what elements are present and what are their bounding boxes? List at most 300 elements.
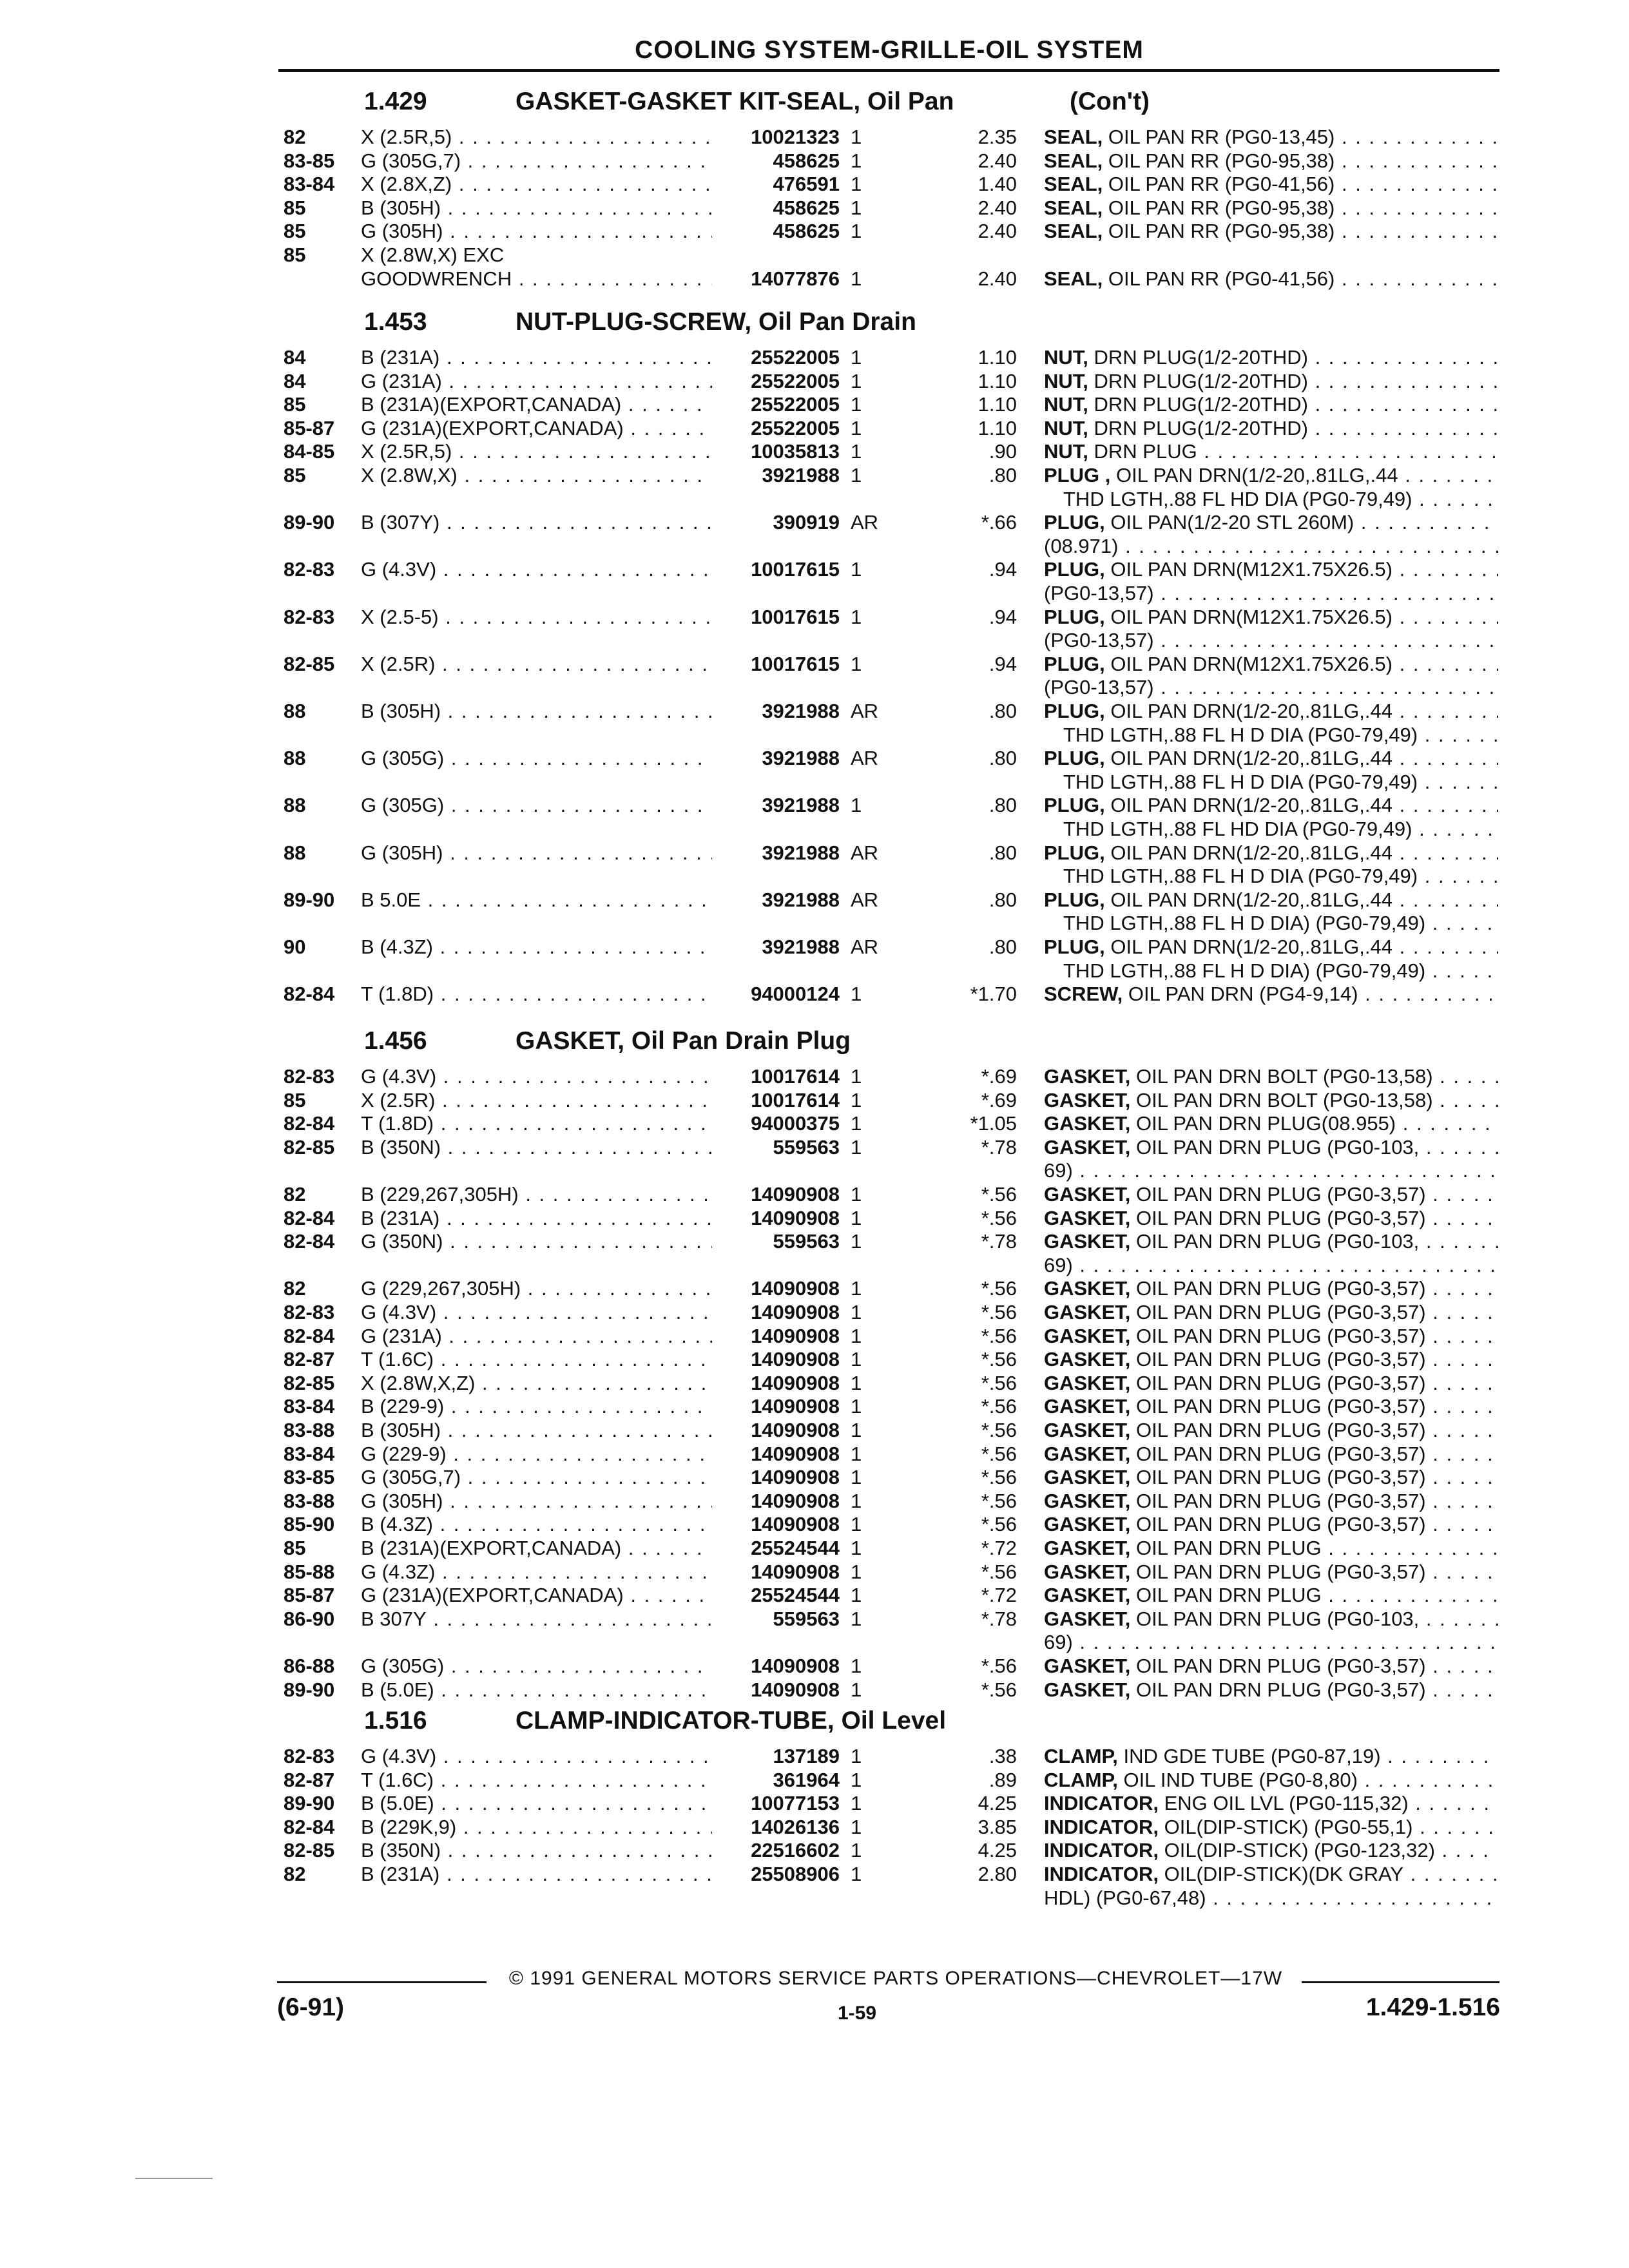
price: 4.25: [978, 1792, 1017, 1814]
part-description: [1044, 1135, 1498, 1160]
part-type: GASKET,: [1044, 1513, 1131, 1535]
price: *.72: [981, 1584, 1017, 1606]
model-years: 85: [284, 1537, 306, 1559]
price: 3.85: [978, 1816, 1017, 1838]
continuation-row: [0, 723, 1629, 747]
part-type: GASKET,: [1044, 1065, 1131, 1088]
model-years: 89-90: [284, 889, 335, 911]
part-row: [0, 219, 1629, 244]
part-number: 3921988: [757, 888, 840, 912]
part-row: [0, 1229, 1629, 1254]
model-years: 82: [284, 1863, 306, 1885]
part-detail: ENG OIL LVL (PG0-115,32): [1164, 1792, 1409, 1814]
part-number: 10077153: [746, 1791, 840, 1816]
model-years: 82-84: [284, 1207, 335, 1229]
application: B (305H) . . .: [361, 1418, 712, 1443]
section-name: GASKET-GASKET KIT-SEAL, Oil Pan: [516, 88, 954, 115]
part-detail: OIL PAN RR (PG0-41,56): [1108, 267, 1335, 290]
application: B 307Y . . .: [361, 1607, 712, 1631]
part-number: 25522005: [746, 345, 840, 370]
part-description: [1044, 1838, 1498, 1863]
quantity: 1: [851, 173, 862, 195]
part-number: 94000375: [746, 1111, 840, 1136]
model-years: 85-88: [284, 1561, 335, 1583]
price: *.78: [981, 1608, 1017, 1630]
application: G (4.3V) . . .: [361, 1300, 712, 1325]
quantity: 1: [851, 983, 862, 1005]
description-continuation: THD LGTH,.88 FL H D DIA) (PG0-79,49) . . .: [1063, 911, 1498, 936]
part-row: [0, 1206, 1629, 1231]
quantity: 1: [851, 440, 862, 463]
application: G (305G) . . .: [361, 1654, 712, 1678]
price: 4.25: [978, 1839, 1017, 1861]
application: B (350N) . . .: [361, 1135, 712, 1160]
application: B (231A)(EXPORT,CANADA) . . .: [361, 1536, 712, 1561]
model-years: 88: [284, 841, 306, 864]
part-detail: OIL(DIP-STICK)(DK GRAY: [1164, 1863, 1404, 1885]
part-description: [1044, 935, 1498, 959]
part-number: 14090908: [746, 1324, 840, 1349]
quantity: 1: [851, 1277, 862, 1300]
quantity: 1: [851, 1183, 862, 1206]
model-years: 83-85: [284, 149, 335, 172]
quantity: 1: [851, 1395, 862, 1418]
quantity: AR: [851, 700, 879, 722]
part-type: PLUG,: [1044, 889, 1105, 911]
part-description: [1044, 1862, 1498, 1887]
model-years: 82-84: [284, 1112, 335, 1135]
quantity: AR: [851, 841, 879, 864]
part-row: [0, 1347, 1629, 1372]
part-row: [0, 1489, 1629, 1514]
model-years: 82: [284, 126, 306, 148]
part-number: 25524544: [746, 1536, 840, 1561]
part-row: [0, 463, 1629, 488]
part-detail: OIL PAN DRN PLUG (PG0-103,: [1135, 1136, 1420, 1158]
part-number: 10017615: [746, 605, 840, 629]
part-description: [1044, 605, 1498, 629]
model-years: 82-83: [284, 1745, 335, 1767]
part-row: [0, 392, 1629, 417]
part-type: PLUG ,: [1044, 464, 1111, 486]
part-type: GASKET,: [1044, 1325, 1131, 1347]
price: *.78: [981, 1230, 1017, 1253]
part-row: [0, 1324, 1629, 1349]
model-years: 83-84: [284, 1395, 335, 1418]
application: X (2.5-5) . . .: [361, 605, 712, 629]
quantity: 1: [851, 149, 862, 172]
part-description: [1044, 439, 1498, 464]
part-description: [1044, 1791, 1498, 1816]
description-continuation: 69) . . .: [1044, 1253, 1498, 1278]
part-number: 10021323: [746, 125, 840, 149]
part-detail: OIL(DIP-STICK) (PG0-55,1): [1164, 1816, 1413, 1838]
part-detail: OIL PAN DRN PLUG (PG0-103,: [1135, 1608, 1420, 1630]
price: 2.40: [978, 149, 1017, 172]
part-detail: DRN PLUG(1/2-20THD): [1094, 370, 1308, 392]
part-row: [0, 652, 1629, 677]
page-title: COOLING SYSTEM-GRILLE-OIL SYSTEM: [635, 36, 1144, 64]
model-years: 85: [284, 244, 306, 266]
application: X (2.8X,Z) . . .: [361, 172, 712, 197]
application: B 5.0E . . .: [361, 888, 712, 912]
application: T (1.8D) . . .: [361, 982, 712, 1006]
model-years: 85-87: [284, 1584, 335, 1606]
section-heading: [0, 308, 1629, 336]
quantity: 1: [851, 1301, 862, 1323]
part-description: [1044, 1536, 1498, 1561]
part-description: [1044, 1394, 1498, 1419]
part-type: GASKET,: [1044, 1183, 1131, 1206]
application: G (305G) . . .: [361, 793, 712, 818]
part-row: [0, 345, 1629, 370]
section-number: 1.429: [364, 88, 427, 115]
part-description: [1044, 557, 1498, 582]
price: *1.05: [970, 1112, 1017, 1135]
part-number: 14090908: [746, 1442, 840, 1466]
application: G (231A)(EXPORT,CANADA) . . .: [361, 1583, 712, 1608]
part-type: SCREW,: [1044, 983, 1123, 1005]
application: G (305H) . . .: [361, 841, 712, 865]
part-row: [0, 1394, 1629, 1419]
quantity: 1: [851, 1089, 862, 1111]
part-number: 14090908: [746, 1654, 840, 1678]
quantity: 1: [851, 393, 862, 416]
price: .38: [988, 1745, 1017, 1767]
part-number: 3921988: [757, 699, 840, 724]
part-number: 14090908: [746, 1560, 840, 1584]
model-years: 82-87: [284, 1769, 335, 1791]
continuation-row: [0, 1886, 1629, 1910]
part-row: [0, 1607, 1629, 1631]
part-detail: OIL PAN DRN PLUG (PG0-3,57): [1135, 1490, 1426, 1512]
part-number: 94000124: [746, 982, 840, 1006]
model-years: 86-88: [284, 1655, 335, 1677]
model-years: 83-88: [284, 1419, 335, 1441]
quantity: 1: [851, 1608, 862, 1630]
part-type: SEAL,: [1044, 173, 1103, 195]
part-detail: OIL PAN DRN PLUG: [1135, 1537, 1322, 1559]
quantity: 1: [851, 1065, 862, 1088]
price: *.56: [981, 1678, 1017, 1701]
model-years: 85: [284, 464, 306, 486]
part-detail: OIL PAN DRN(1/2-20,.81LG,.44: [1110, 889, 1393, 911]
part-detail: DRN PLUG(1/2-20THD): [1094, 417, 1308, 439]
part-description: [1044, 1678, 1498, 1702]
model-years: 84: [284, 346, 306, 369]
part-description: [1044, 699, 1498, 724]
part-detail: OIL PAN DRN PLUG (PG0-3,57): [1135, 1183, 1426, 1206]
price: .90: [988, 440, 1017, 463]
part-description: [1044, 1347, 1498, 1372]
part-row: [0, 1276, 1629, 1301]
part-description: [1044, 1418, 1498, 1443]
quantity: 1: [851, 1372, 862, 1394]
application: B (350N) . . .: [361, 1838, 712, 1863]
description-continuation: THD LGTH,.88 FL H D DIA (PG0-79,49) . . .: [1063, 864, 1498, 889]
part-number: 14090908: [746, 1276, 840, 1301]
copyright-line: © 1991 GENERAL MOTORS SERVICE PARTS OPERATIONS—CHEVROLET—17W: [508, 1968, 1283, 1989]
part-number: 3921988: [757, 935, 840, 959]
part-row: [0, 510, 1629, 535]
part-detail: OIL PAN DRN PLUG: [1135, 1584, 1322, 1606]
application: G (231A) . . .: [361, 369, 712, 394]
part-description: [1044, 1064, 1498, 1089]
part-type: GASKET,: [1044, 1584, 1131, 1606]
quantity: 1: [851, 1136, 862, 1158]
part-number: 10017615: [746, 652, 840, 677]
continuation-row: [0, 487, 1629, 512]
date-code: (6-91): [277, 1994, 345, 2021]
part-type: GASKET,: [1044, 1490, 1131, 1512]
part-detail: DRN PLUG(1/2-20THD): [1094, 346, 1308, 369]
model-years: 85: [284, 1089, 306, 1111]
price: *.56: [981, 1561, 1017, 1583]
part-description: [1044, 345, 1498, 370]
part-type: NUT,: [1044, 393, 1088, 416]
price: 2.35: [978, 126, 1017, 148]
model-years: 88: [284, 747, 306, 769]
application: G (305H) . . .: [361, 219, 712, 244]
part-number: 3921988: [757, 746, 840, 771]
application: B (231A) . . .: [361, 345, 712, 370]
part-number: 14090908: [746, 1512, 840, 1537]
part-description: [1044, 982, 1498, 1006]
part-description: [1044, 1654, 1498, 1678]
application: X (2.5R) . . .: [361, 1088, 712, 1113]
section-number: 1.456: [364, 1027, 427, 1055]
price: *.56: [981, 1348, 1017, 1370]
description-continuation: 69) . . .: [1044, 1158, 1498, 1183]
part-number: 14026136: [746, 1815, 840, 1840]
continuation-row: [0, 959, 1629, 983]
price: *.56: [981, 1655, 1017, 1677]
model-years: 82-85: [284, 653, 335, 675]
quantity: AR: [851, 936, 879, 958]
part-number: 361964: [768, 1768, 840, 1792]
model-years: 88: [284, 700, 306, 722]
part-detail: DRN PLUG: [1094, 440, 1197, 463]
part-description: [1044, 746, 1498, 771]
application: G (229,267,305H) . . .: [361, 1276, 712, 1301]
model-years: 89-90: [284, 1792, 335, 1814]
part-number: 3921988: [757, 793, 840, 818]
part-row: [0, 172, 1629, 197]
quantity: 1: [851, 346, 862, 369]
price: *.56: [981, 1419, 1017, 1441]
part-detail: OIL PAN DRN(M12X1.75X26.5): [1110, 558, 1393, 581]
part-number: 390919: [768, 510, 840, 535]
part-type: GASKET,: [1044, 1112, 1131, 1135]
part-row: [0, 1512, 1629, 1537]
part-detail: OIL PAN DRN PLUG (PG0-3,57): [1135, 1348, 1426, 1370]
price: *.56: [981, 1372, 1017, 1394]
application: T (1.6C) . . .: [361, 1347, 712, 1372]
scan-mark: [135, 2178, 213, 2179]
part-type: GASKET,: [1044, 1089, 1131, 1111]
model-years: 88: [284, 794, 306, 816]
part-number: 559563: [768, 1135, 840, 1160]
price: .80: [988, 936, 1017, 958]
part-row: [0, 1744, 1629, 1769]
part-number: 458625: [768, 196, 840, 220]
part-detail: OIL PAN DRN(M12X1.75X26.5): [1110, 606, 1393, 628]
quantity: 1: [851, 1112, 862, 1135]
part-type: GASKET,: [1044, 1561, 1131, 1583]
part-detail: OIL PAN DRN PLUG (PG0-3,57): [1135, 1419, 1426, 1441]
model-years: 82-84: [284, 1816, 335, 1838]
price: *.56: [981, 1207, 1017, 1229]
part-type: NUT,: [1044, 370, 1088, 392]
section-name: CLAMP-INDICATOR-TUBE, Oil Level: [516, 1707, 947, 1735]
quantity: 1: [851, 1745, 862, 1767]
part-description: [1044, 392, 1498, 417]
part-detail: IND GDE TUBE (PG0-87,19): [1123, 1745, 1381, 1767]
application: B (229-9) . . .: [361, 1394, 712, 1419]
application: B (231A)(EXPORT,CANADA) . . .: [361, 392, 712, 417]
part-type: PLUG,: [1044, 936, 1105, 958]
part-row: [0, 1536, 1629, 1561]
part-row: [0, 149, 1629, 173]
part-type: GASKET,: [1044, 1301, 1131, 1323]
part-detail: OIL PAN DRN PLUG (PG0-3,57): [1135, 1443, 1426, 1465]
part-number: 25522005: [746, 392, 840, 417]
description-continuation: THD LGTH,.88 FL HD DIA (PG0-79,49) . . .: [1063, 817, 1498, 841]
part-row: [0, 369, 1629, 394]
part-detail: OIL PAN DRN PLUG (PG0-3,57): [1135, 1277, 1426, 1300]
quantity: 1: [851, 1490, 862, 1512]
quantity: 1: [851, 1230, 862, 1253]
part-description: [1044, 172, 1498, 197]
part-detail: OIL PAN DRN(M12X1.75X26.5): [1110, 653, 1393, 675]
part-type: PLUG,: [1044, 747, 1105, 769]
model-years: 85: [284, 220, 306, 242]
page-number: 1-59: [837, 2003, 877, 2024]
part-number: 10017614: [746, 1064, 840, 1089]
part-detail: OIL PAN DRN (PG4-9,14): [1128, 983, 1358, 1005]
part-type: GASKET,: [1044, 1678, 1131, 1701]
quantity: 1: [851, 417, 862, 439]
quantity: 1: [851, 1348, 862, 1370]
part-row: [0, 416, 1629, 441]
model-years: 82-87: [284, 1348, 335, 1370]
application: B (5.0E) . . .: [361, 1678, 712, 1702]
part-detail: OIL PAN DRN PLUG (PG0-3,57): [1135, 1207, 1426, 1229]
quantity: 1: [851, 220, 862, 242]
model-years: 83-84: [284, 173, 335, 195]
description-continuation: (08.971) . . .: [1044, 534, 1498, 559]
model-years: 82-84: [284, 983, 335, 1005]
part-type: GASKET,: [1044, 1277, 1131, 1300]
part-description: [1044, 1276, 1498, 1301]
part-type: PLUG,: [1044, 606, 1105, 628]
quantity: 1: [851, 126, 862, 148]
quantity: 1: [851, 1678, 862, 1701]
part-number: 25522005: [746, 369, 840, 394]
part-type: SEAL,: [1044, 126, 1103, 148]
part-row: [0, 243, 1629, 267]
quantity: AR: [851, 511, 879, 533]
part-detail: OIL PAN DRN PLUG (PG0-3,57): [1135, 1561, 1426, 1583]
part-row: [0, 1838, 1629, 1863]
continuation-row: [0, 864, 1629, 889]
application: X (2.5R,5) . . .: [361, 439, 712, 464]
model-years: 85: [284, 393, 306, 416]
part-row: [0, 605, 1629, 629]
model-years: 85: [284, 197, 306, 219]
section-heading: [0, 1027, 1629, 1055]
part-row: [0, 1442, 1629, 1466]
application: B (231A) . . .: [361, 1206, 712, 1231]
application: GOODWRENCH . . .: [361, 267, 712, 291]
part-detail: OIL PAN RR (PG0-13,45): [1108, 126, 1335, 148]
part-row: [0, 1088, 1629, 1113]
part-number: 14090908: [746, 1300, 840, 1325]
model-years: 82-84: [284, 1325, 335, 1347]
part-row: [0, 1678, 1629, 1702]
part-row: [0, 1862, 1629, 1887]
part-detail: OIL PAN DRN PLUG (PG0-3,57): [1135, 1466, 1426, 1488]
quantity: 1: [851, 1513, 862, 1535]
quantity: 1: [851, 1863, 862, 1885]
part-description: [1044, 1815, 1498, 1840]
part-detail: OIL PAN DRN(1/2-20,.81LG,.44: [1110, 794, 1393, 816]
part-row: [0, 1768, 1629, 1792]
part-row: [0, 1560, 1629, 1584]
part-description: [1044, 1560, 1498, 1584]
part-description: [1044, 1371, 1498, 1396]
part-detail: OIL PAN DRN PLUG (PG0-3,57): [1135, 1372, 1426, 1394]
part-description: [1044, 652, 1498, 677]
price: 1.10: [978, 393, 1017, 416]
part-description: [1044, 463, 1498, 488]
application: X (2.8W,X,Z) . . .: [361, 1371, 712, 1396]
continuation-row: [0, 628, 1629, 653]
part-row: [0, 1111, 1629, 1136]
part-number: 559563: [768, 1607, 840, 1631]
part-row: [0, 1182, 1629, 1207]
part-detail: OIL PAN DRN(1/2-20,.81LG,.44: [1110, 841, 1393, 864]
application: G (229-9) . . .: [361, 1442, 712, 1466]
part-type: INDICATOR,: [1044, 1816, 1159, 1838]
price: *.66: [981, 511, 1017, 533]
part-type: INDICATOR,: [1044, 1863, 1159, 1885]
quantity: 1: [851, 1419, 862, 1441]
part-detail: OIL PAN DRN BOLT (PG0-13,58): [1135, 1089, 1433, 1111]
part-number: 14090908: [746, 1678, 840, 1702]
part-type: GASKET,: [1044, 1655, 1131, 1677]
model-years: 83-88: [284, 1490, 335, 1512]
price: 1.40: [978, 173, 1017, 195]
part-type: GASKET,: [1044, 1136, 1131, 1158]
description-continuation: THD LGTH,.88 FL H D DIA) (PG0-79,49) . . .: [1063, 959, 1498, 983]
price: 1.10: [978, 417, 1017, 439]
model-years: 82-85: [284, 1372, 335, 1394]
part-detail: OIL PAN DRN PLUG (PG0-3,57): [1135, 1301, 1426, 1323]
section-name: NUT-PLUG-SCREW, Oil Pan Drain: [516, 308, 916, 336]
part-description: [1044, 1229, 1498, 1254]
model-years: 89-90: [284, 511, 335, 533]
model-years: 82-83: [284, 606, 335, 628]
part-description: [1044, 416, 1498, 441]
part-row: [0, 1465, 1629, 1490]
part-description: [1044, 1206, 1498, 1231]
price: *.56: [981, 1466, 1017, 1488]
quantity: 1: [851, 464, 862, 486]
model-years: 84: [284, 370, 306, 392]
application: B (4.3Z) . . .: [361, 935, 712, 959]
continuation-row: [0, 1630, 1629, 1655]
